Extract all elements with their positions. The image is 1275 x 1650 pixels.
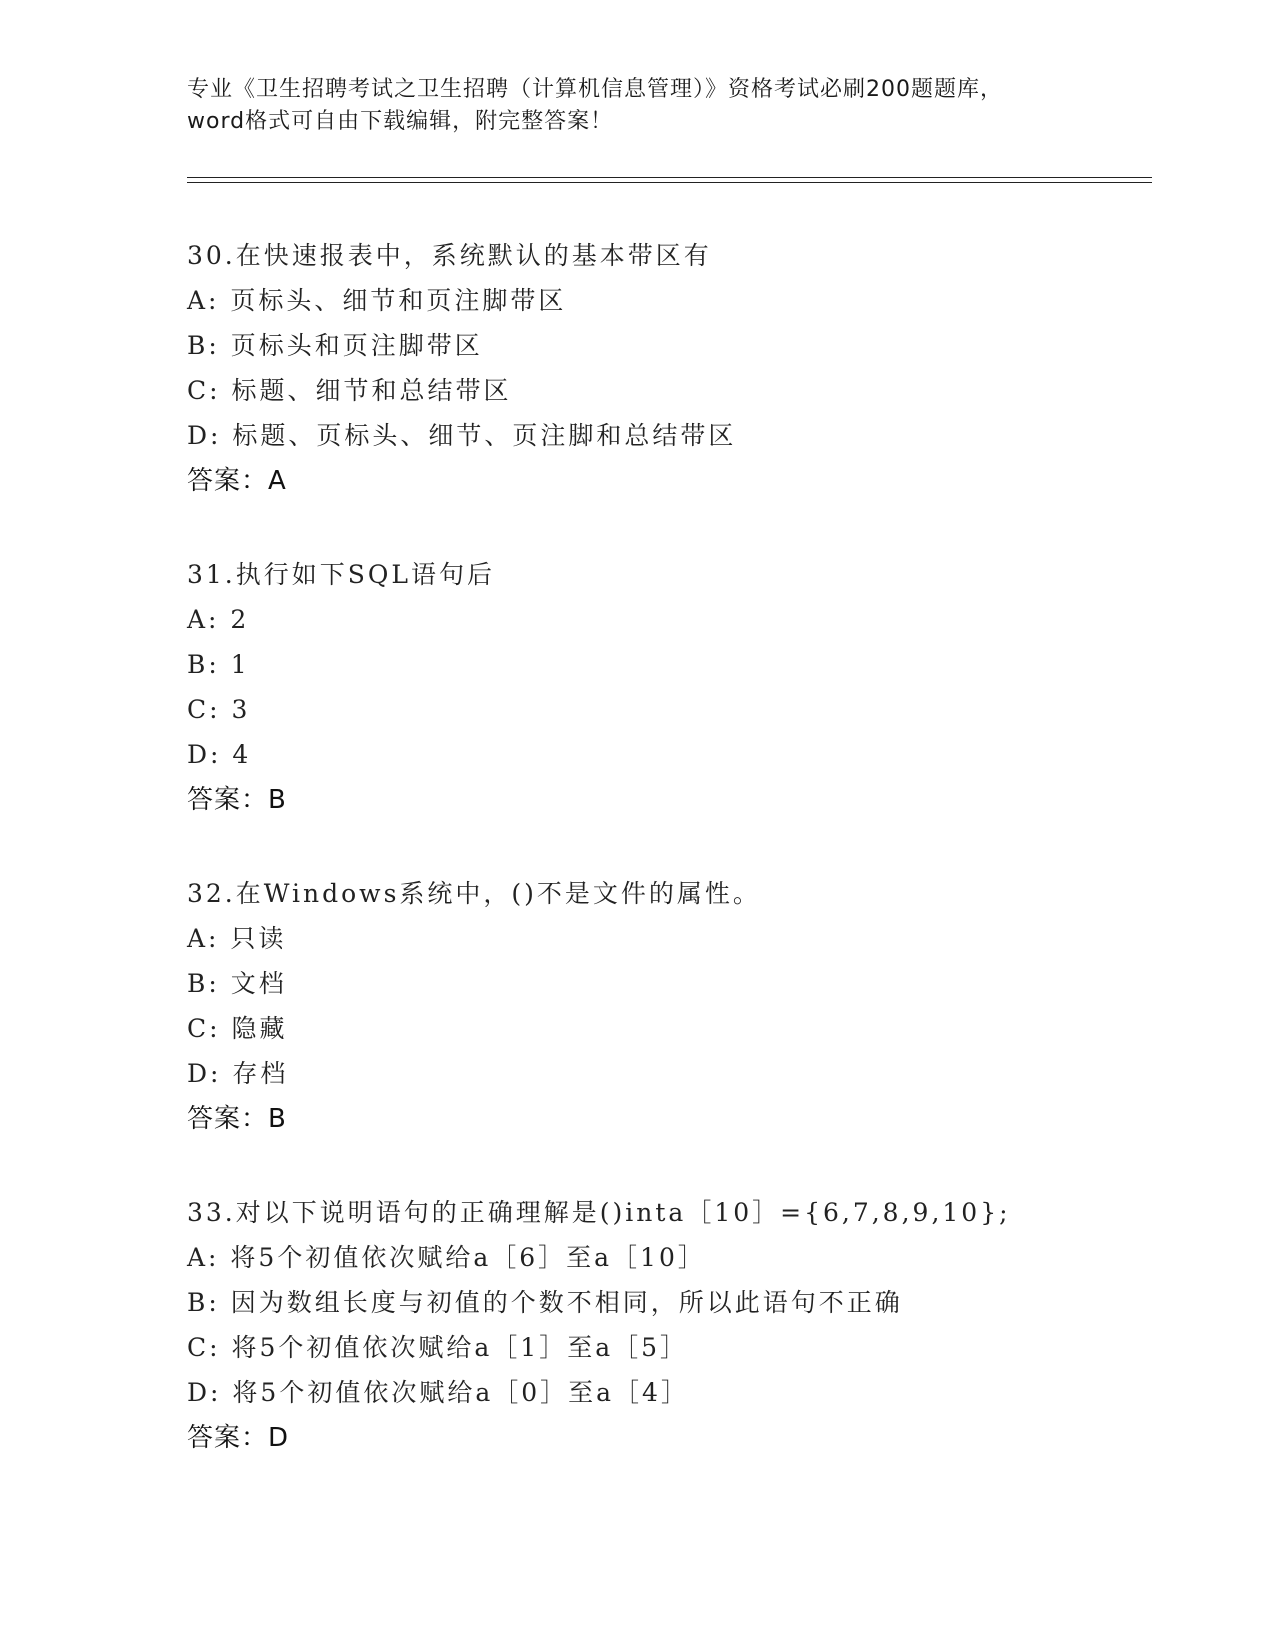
option-c: C: 隐藏 xyxy=(187,1014,288,1043)
question-30 xyxy=(187,233,1137,504)
option-b: B: 文档 xyxy=(187,969,287,998)
header-line-2: word格式可自由下载编辑，附完整答案！ xyxy=(187,109,614,134)
question-stem: 30.在快速报表中，系统默认的基本带区有 xyxy=(187,241,712,270)
option-b: B: 页标头和页注脚带区 xyxy=(187,331,483,360)
answer-line: 答案：A xyxy=(187,466,287,496)
answer-line: 答案：B xyxy=(187,1104,287,1134)
option-a: A: 只读 xyxy=(187,924,287,953)
option-d: D: 标题、页标头、细节、页注脚和总结带区 xyxy=(187,421,737,450)
question-31 xyxy=(187,552,1137,823)
question-stem: 32.在Windows系统中，()不是文件的属性。 xyxy=(187,879,761,908)
header-line-1: 专业《卫生招聘考试之卫生招聘（计算机信息管理）》资格考试必刷200题题库， xyxy=(187,77,1003,102)
option-c: C: 标题、细节和总结带区 xyxy=(187,376,512,405)
question-32 xyxy=(187,871,1137,1142)
header-divider-top xyxy=(187,177,1152,178)
question-33 xyxy=(187,1190,1137,1461)
option-c: C: 将5个初值依次赋给a［1］至a［5］ xyxy=(187,1333,689,1362)
option-b: B: 1 xyxy=(187,650,250,679)
option-a: A: 2 xyxy=(187,605,250,634)
answer-line: 答案：B xyxy=(187,785,287,815)
option-d: D: 4 xyxy=(187,740,252,769)
header-divider-bottom xyxy=(187,182,1152,183)
question-stem: 33.对以下说明语句的正确理解是()inta［10］={6,7,8,9,10}; xyxy=(187,1198,1011,1227)
option-d: D: 将5个初值依次赋给a［0］至a［4］ xyxy=(187,1378,689,1407)
option-c: C: 3 xyxy=(187,695,251,724)
option-b: B: 因为数组长度与初值的个数不相同，所以此语句不正确 xyxy=(187,1288,903,1317)
option-a: A: 页标头、细节和页注脚带区 xyxy=(187,286,567,315)
document-header xyxy=(187,74,1087,138)
answer-line: 答案：D xyxy=(187,1423,290,1453)
question-stem: 31.执行如下SQL语句后 xyxy=(187,560,495,589)
option-d: D: 存档 xyxy=(187,1059,289,1088)
option-a: A: 将5个初值依次赋给a［6］至a［10］ xyxy=(187,1243,706,1272)
